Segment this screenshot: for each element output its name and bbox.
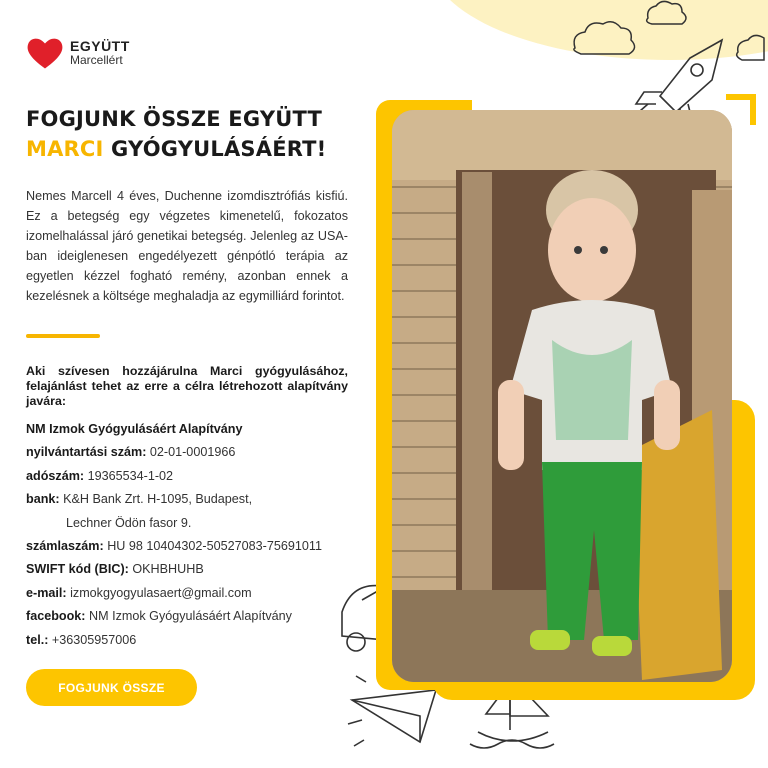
facebook-label: facebook:	[26, 609, 86, 624]
divider	[26, 334, 100, 338]
child-photo	[392, 110, 732, 682]
facebook-row	[26, 605, 322, 628]
swift-value: OKHBHUHB	[132, 562, 204, 577]
intro-paragraph: Nemes Marcell 4 éves, Duchenne izomdisztrófiás kisfiú. Ez a betegség egy végzetes kimenetelű, fokozatos izomelhalással járó genetikai betegség. Jelenleg az USA-ban ideiglenesen engedélyezett génpótló terápia az egyetlen kézzel fogható remény, azonban ennek a kezelésnek a költsége meghaladja az egymilliárd forintot.	[26, 189, 348, 303]
title-line-2	[26, 134, 326, 164]
facebook-value: NM Izmok Gyógyulásáért Alapítvány	[88, 609, 292, 624]
brand-logo	[26, 36, 130, 70]
tax-label: adószám:	[26, 468, 85, 483]
phone-label: tel.:	[26, 632, 49, 647]
phone-row	[26, 629, 322, 652]
registration-label: nyilvántartási szám:	[26, 445, 147, 460]
bank-label: bank:	[26, 492, 60, 507]
photo-illustration	[392, 110, 732, 682]
brand-name: EGYÜTT	[70, 38, 130, 55]
join-button[interactable]: FOGJUNK ÖSSZE	[26, 669, 197, 706]
heart-icon	[26, 36, 64, 70]
tax-row	[26, 465, 322, 488]
email-label: e-mail:	[26, 585, 67, 600]
account-label: számlaszám:	[26, 538, 104, 553]
page-title	[26, 104, 326, 164]
account-value: HU 98 10404302-50527083-75691011	[107, 538, 322, 553]
title-line-1: FOGJUNK ÖSSZE EGYÜTT	[26, 107, 323, 131]
foundation-details	[26, 418, 322, 652]
foundation-name: NM Izmok Gyógyulásáért Alapítvány	[26, 422, 243, 436]
title-line-2-rest: GYÓGYULÁSÁÉRT!	[103, 137, 327, 161]
registration-value: 02-01-0001966	[149, 445, 236, 460]
swift-row	[26, 558, 322, 581]
tax-value: 19365534-1-02	[87, 468, 174, 483]
bank-row	[26, 488, 322, 511]
registration-row	[26, 441, 322, 464]
email-row	[26, 582, 322, 605]
decorative-blob	[430, 0, 768, 60]
swift-label: SWIFT kód (BIC):	[26, 562, 129, 577]
phone-value: +36305957006	[51, 632, 137, 647]
account-row	[26, 535, 322, 558]
title-accent-word: MARCI	[26, 137, 104, 161]
bank-address: Lechner Ödön fasor 9.	[66, 515, 192, 530]
appeal-paragraph: Aki szívesen hozzájárulna Marci gyógyulásához, felajánlást tehet az erre a célra létrehozott alapítvány javára:	[26, 364, 348, 408]
email-value: izmokgyogyulasaert@gmail.com	[70, 585, 252, 600]
brand-subtitle: Marcellért	[70, 53, 123, 68]
corner-bracket	[726, 97, 753, 125]
bank-value: K&H Bank Zrt. H-1095, Budapest,	[63, 492, 253, 507]
